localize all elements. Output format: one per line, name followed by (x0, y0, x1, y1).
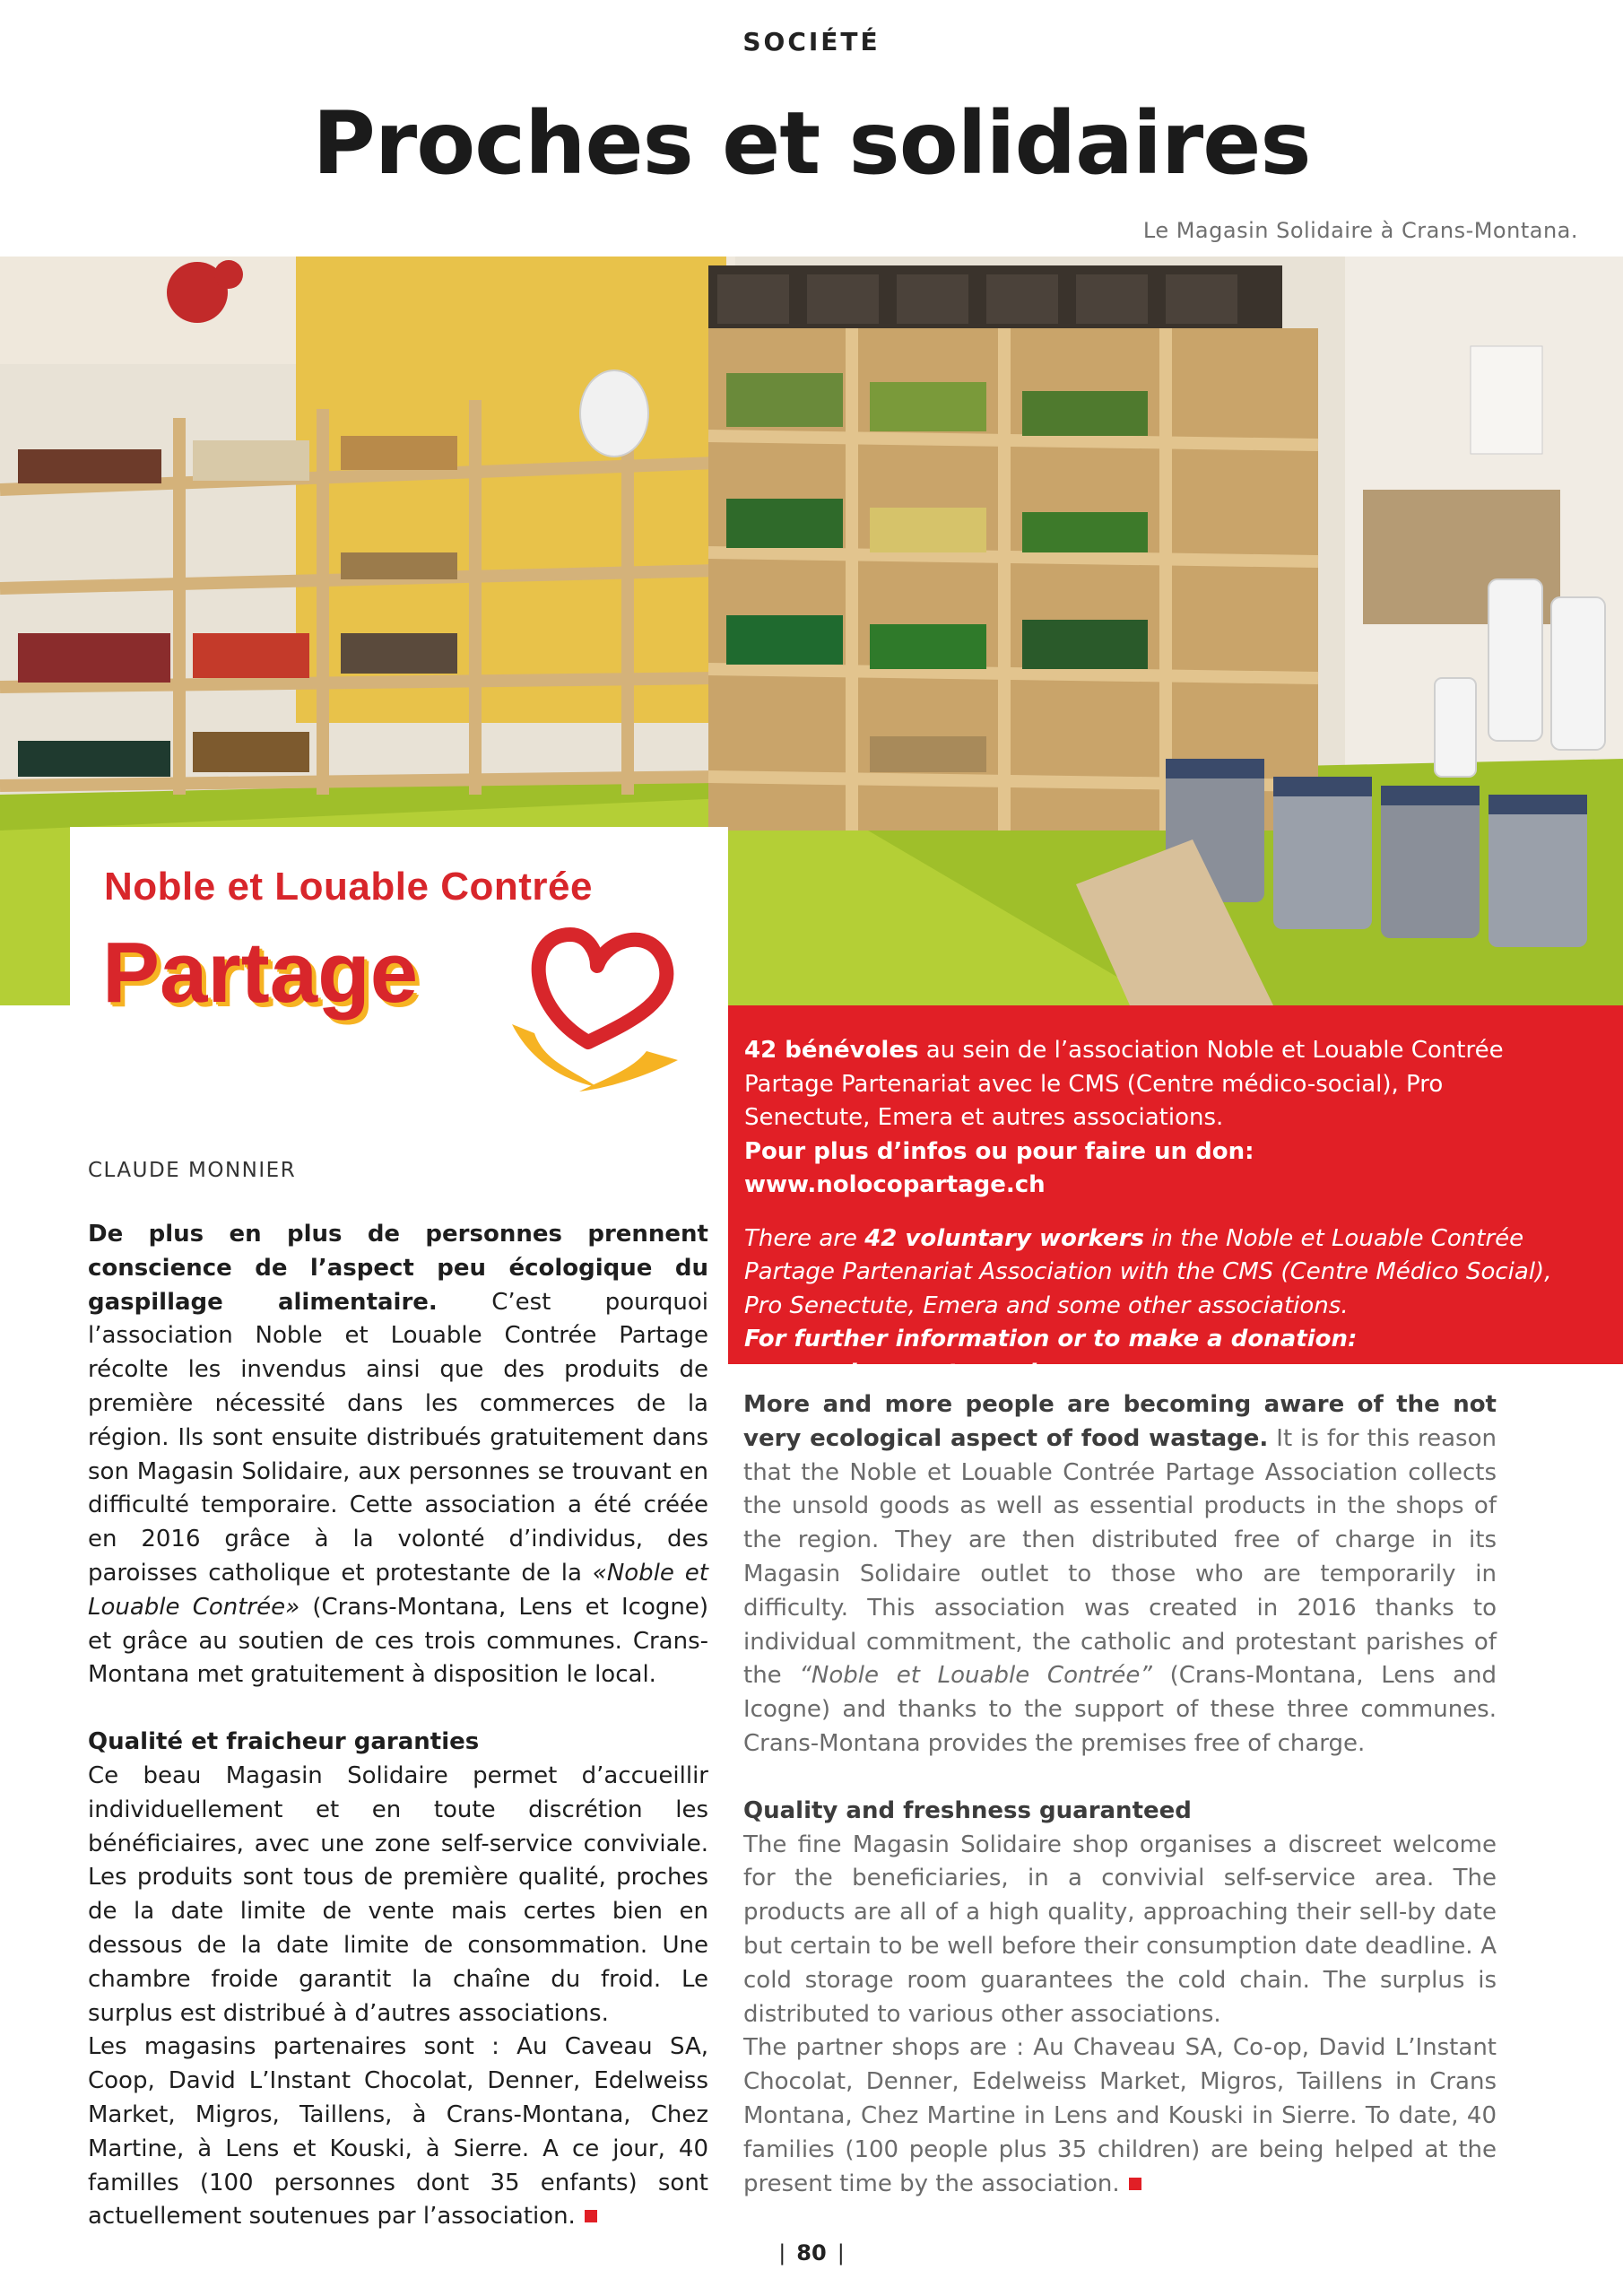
heart-hands-icon (499, 917, 687, 1096)
page-title: Proches et solidaires (312, 93, 1311, 194)
fr-lead-bold: De plus en plus de personnes prennent conscience de l’aspect peu écologique du gaspillage alimentaire. (88, 1221, 708, 1316)
en-subheading: Quality and freshness guaranteed (743, 1796, 1192, 1824)
info-en-link-text: For further information or to make a donation: www.nolocopartage.ch (744, 1326, 1358, 1387)
info-fr (744, 1034, 1560, 1135)
en-lead-bold: More and more people are becoming aware of the not very ecological aspect of food wastage. (743, 1391, 1497, 1452)
fr-paragraph-2: Ce beau Magasin Solidaire permet d’accueillir individuellement et en toute discrétion les bénéficiaires, avec une zone self-service conviviale. Les produits sont tous de première qualité, proches de la date limite de vente mais certes bien en dessous de la date limite de consommation. Une chambre froide garantit la chaîne du froid. Le surplus est distribué à d’autres associations. (88, 1761, 708, 2027)
author-byline: CLAUDE MONNIER (88, 1159, 297, 1182)
end-mark-icon (585, 2210, 597, 2222)
en-lead-italic: “Noble et Louable Contrée” (799, 1662, 1152, 1690)
info-fr-text: au sein de l’association Noble et Louable Contrée Partage Partenariat avec le CMS (Centre médico-social), Pro Senectute, Emera et autres associations. (744, 1037, 1504, 1131)
info-en-text: in the Noble et Louable Contrée Partage Partenariat Association with the CMS (Centre Médico Social), Pro Senectute, Emera and some other associations. (744, 1224, 1552, 1319)
en-lead-text-1: It is for this reason that the Noble et Louable Contrée Partage Association collects the unsold goods as well as essential products in the shops of the region. They are then distributed free of charge in its Magasin Solidaire outlet to those who are temporarily in difficulty. This association was created in 2016 thanks to individual commitment, the catholic and protestant parishes of the (743, 1424, 1497, 1690)
partner-logo (70, 827, 728, 1139)
article-french (88, 1218, 708, 2234)
logo-wordmark: Partage (102, 925, 419, 1021)
en-paragraph-2: The fine Magasin Solidaire shop organises a discreet welcome for the beneficiaries, in a convivial self-service area. The products are all of a high quality, approaching their sell-by date but certain to be well before their consumption date deadline. A cold storage room guarantees the cold chain. The surplus is distributed to various other associations. (743, 1831, 1497, 2028)
en-paragraph-3-text: The partner shops are : Au Chaveau SA, Co-op, David L’Instant Chocolat, Denner, Edelweiss Market, Migros, Taillens in Crans Montana, Chez Martine in Lens and Kouski in Sierre. To date, 40 families (100 people plus 35 children) are being helped at the present time by the association. (743, 2034, 1497, 2197)
section-rubric: SOCIÉTÉ (742, 27, 881, 57)
info-en-link (744, 1323, 1560, 1390)
fr-paragraph-3 (88, 2031, 708, 2234)
info-fr-link (744, 1135, 1560, 1203)
logo-title: Noble et Louable Contrée (104, 865, 593, 909)
article-english (743, 1388, 1497, 2201)
fr-lead-paragraph (88, 1218, 708, 1692)
info-en (744, 1222, 1560, 1324)
fr-lead-italic: «Noble et Louable Contrée» (88, 1559, 708, 1621)
photo-caption: Le Magasin Solidaire à Crans-Montana. (1142, 218, 1578, 243)
fr-paragraph-3-text: Les magasins partenaires sont : Au Caveau SA, Coop, David L’Instant Chocolat, Denner, Edelweiss Market, Migros, Taillens, à Crans-Montana, Chez Martine, à Lens et Kouski, à Sierre. A ce jour, 40 familles (100 personnes dont 35 enfants) sont actuellement soutenues par l’association. (88, 2033, 708, 2231)
info-fr-count: 42 bénévoles (744, 1037, 919, 1064)
end-mark-icon (1129, 2178, 1141, 2190)
en-paragraph-3 (743, 2031, 1497, 2201)
info-en-pre: There are (744, 1224, 865, 1252)
fr-lead-text-1: C’est pourquoi l’association Noble et Louable Contrée Partage récolte les invendus ainsi que des produits de première nécessité dans les commerces de la région. Ils sont ensuite distribués gratuitement dans son Magasin Solidaire, aux personnes se trouvant en difficulté temporaire. Cette association a été créée en 2016 grâce à la volonté d’individus, des paroisses catholique et protestante de la (88, 1288, 708, 1587)
en-lead-paragraph (743, 1388, 1497, 1761)
info-en-count: 42 voluntary workers (864, 1224, 1144, 1252)
fr-subheading: Qualité et fraicheur garanties (88, 1728, 480, 1756)
en-lead-text-2: (Crans-Montana, Lens and Icogne) and thanks to the support of these three communes. Crans-Montana provides the premises free of charge. (743, 1662, 1497, 1757)
page-number: | 80 | (778, 2240, 845, 2266)
page-number-value: 80 (796, 2240, 827, 2266)
info-fr-link-text: Pour plus d’infos ou pour faire un don: www.nolocopartage.ch (744, 1137, 1254, 1198)
fr-lead-text-2: (Crans-Montana, Lens et Icogne) et grâce au soutien de ces trois communes. Crans-Montana met gratuitement à disposition le local. (88, 1593, 708, 1689)
volunteer-info-box (728, 1005, 1623, 1387)
